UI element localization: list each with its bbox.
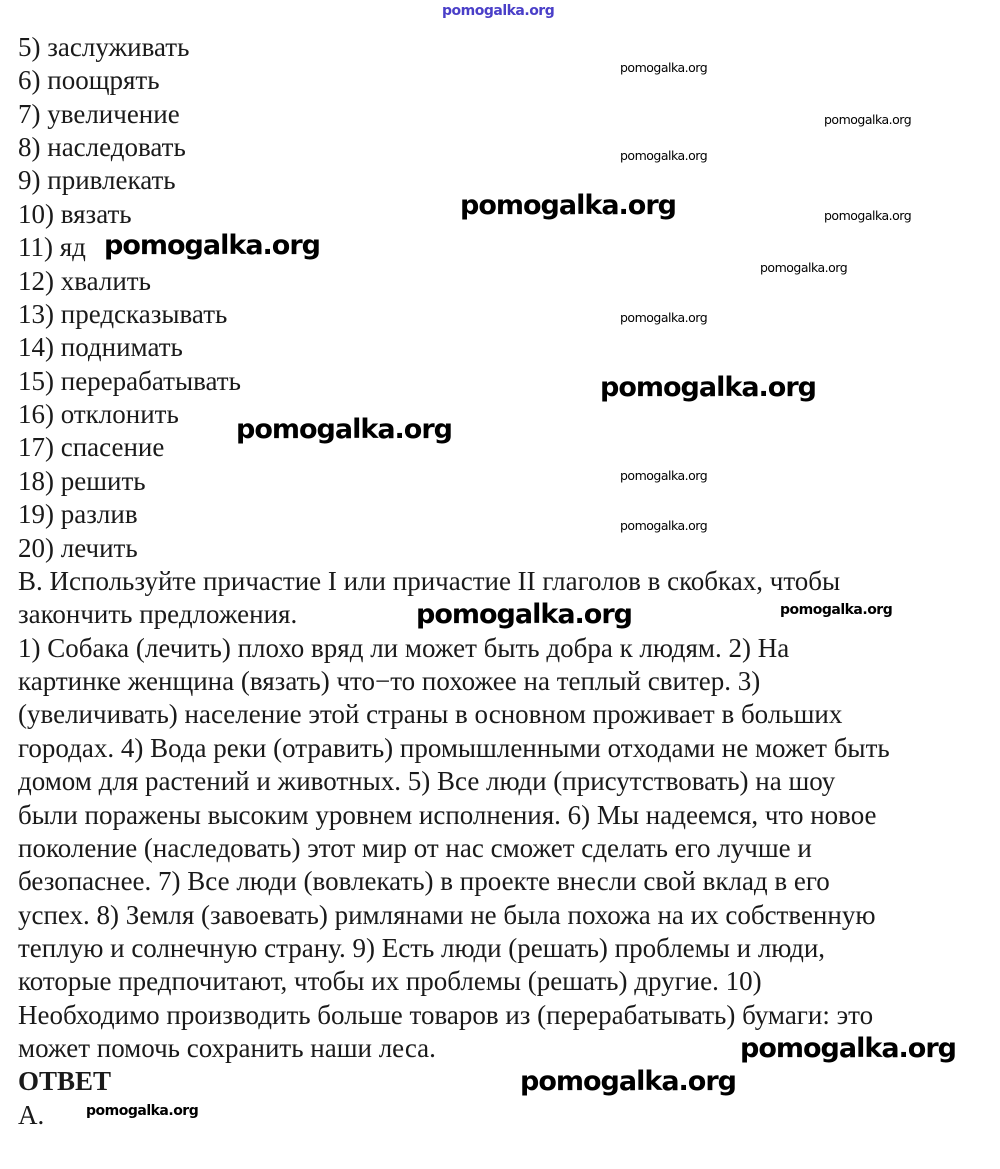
text-line: 8) наследовать [18,132,186,163]
text-line: теплую и солнечную страну. 9) Есть люди (решать) проблемы и люди, [18,932,826,963]
text-line: успех. 8) Земля (завоевать) римлянами не была похожа на их собственную [18,899,876,930]
text-line: поколение (наследовать) этот мир от нас сможет сделать его лучше и [18,832,812,863]
text-line: были поражены высоким уровнем исполнения. 6) Мы надеемся, что новое [18,799,877,830]
text-line: может помочь сохранить наши леса. [18,1033,436,1064]
text-line: 10) вязать [18,198,132,229]
text-line: А. [18,1099,45,1130]
text-line: 6) поощрять [18,65,160,96]
text-line: 18) решить [18,465,146,496]
text-line: 17) спасение [18,432,165,463]
watermark: pomogalka.org [824,112,912,127]
text-line: 9) привлекать [18,165,176,196]
text-line: городах. 4) Вода реки (отравить) промышленными отходами не может быть [18,732,890,763]
text-line: безопаснее. 7) Все люди (вовлекать) в проекте внесли свой вклад в его [18,866,830,897]
text-line: 11) яд [18,232,86,263]
watermark: pomogalka.org [620,310,708,325]
watermark: pomogalka.org [520,1066,736,1097]
text-line: Необходимо производить больше товаров из (перерабатывать) бумаги: это [18,999,874,1030]
text-line: 13) предсказывать [18,298,228,329]
answer-heading: ОТВЕТ [18,1066,112,1097]
watermark: pomogalka.org [416,599,632,630]
watermark: pomogalka.org [780,602,893,618]
text-line: картинке женщина (вязать) что−то похожее на теплый свитер. 3) [18,666,761,697]
text-line: 20) лечить [18,532,138,563]
text-line: 14) поднимать [18,332,183,363]
watermark: pomogalka.org [620,60,708,75]
text-line: которые предпочитают, чтобы их проблемы (решать) другие. 10) [18,966,762,997]
watermark: pomogalka.org [86,1103,199,1119]
watermark: pomogalka.org [760,260,848,275]
text-line: 19) разлив [18,499,138,530]
text-line: 16) отклонить [18,399,179,430]
text-line: 15) перерабатывать [18,365,241,396]
watermark: pomogalka.org [104,230,320,261]
text-line: 5) заслуживать [18,32,190,62]
header-watermark: pomogalka.org [442,3,555,19]
text-line: (увеличивать) население этой страны в основном проживает в больших [18,699,843,730]
text-line: закончить предложения. [18,599,298,630]
watermark: pomogalka.org [236,414,452,445]
watermark: pomogalka.org [600,372,816,403]
watermark: pomogalka.org [460,190,676,221]
text-line: 1) Собака (лечить) плохо вряд ли может быть добра к людям. 2) На [18,632,790,663]
text-line: домом для растений и животных. 5) Все люди (присутствовать) на шоу [18,766,836,797]
watermark: pomogalka.org [740,1033,956,1064]
watermark: pomogalka.org [824,208,912,223]
watermark: pomogalka.org [620,468,708,483]
watermark: pomogalka.org [620,518,708,533]
text-line: 7) увеличение [18,98,180,129]
text-line: 12) хвалить [18,265,151,296]
text-line: В. Используйте причастие I или причастие II глаголов в скобках, чтобы [18,565,841,596]
watermark: pomogalka.org [620,148,708,163]
